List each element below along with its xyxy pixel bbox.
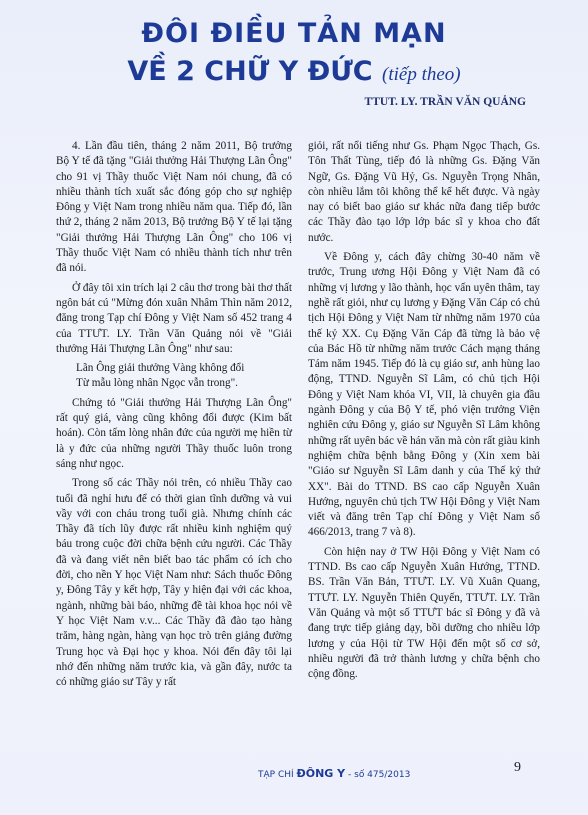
journal-footer — [258, 767, 410, 780]
article-title-main: VỀ 2 CHỮ Y ĐỨC — [127, 56, 373, 87]
footer-journal: ĐÔNG Y — [296, 767, 346, 780]
page-number: 9 — [514, 760, 521, 775]
paragraph: Ở đây tôi xin trích lại 2 câu thơ trong bài thơ thất ngôn bát cú "Mừng đón xuân Nhâm Thìn năm 2012, đăng trong Tạp chí Đông y Việt Nam số 452 trang 4 của TTƯT. LY. Trần Văn Quảng nói về "Giải thưởng Hải Thượng Lãn Ông" như sau: — [56, 281, 292, 355]
footer-issue: - số 475/2013 — [348, 770, 411, 780]
paragraph: Còn hiện nay ở TW Hội Đông y Việt Nam có TTND. Bs cao cấp Nguyễn Xuân Hướng, TTND. BS. Trần Văn Bản, TTƯT. LY. Vũ Xuân Quang, TTƯT. LY. Nguyễn Thiên Quyến, TTƯT. LY. Trần Văn Quảng và một số TTƯT bác sĩ Đông y đã và đang trực tiếp giảng dạy, bồi dưỡng cho nhiều lớp lương y của Hội từ TW Hội đến một số cơ sở, nhiều người đã trở thành lương y chữa bệnh cho cộng đồng. — [308, 545, 540, 681]
poem-line: Từ mẫu lòng nhân Ngọc vẫn trong". — [76, 377, 238, 390]
paragraph: Trong số các Thầy nói trên, có nhiều Thầy cao tuổi đã nghỉ hưu để có thời gian tĩnh dưỡng và vui vầy với con cháu trong tuổi già. Nhưng chính các Thầy đã tích lũy được rất nhiều kinh nghiệm quý báu trong cuộc đời chữa bệnh cứu người. Các Thầy đã và đang viết nên biết bao tác phẩm có ích cho đời, cho nền Y học Việt Nam như: Sách thuốc Đông y, Đông Tây y kết hợp, Tây y hiện đại với các khoa, ngành, những bài báo, những đề tài khoa học nói về Y học Việt Nam v.v... Các Thầy đã đào tạo hàng trăm, hàng ngàn, hàng vạn học trò trên giảng đường Trung học và Đại học y khoa. Nói đến đây tôi lại nhớ đến những năm trước kia, và gần đây, nước ta có những giáo sư Tây y rất — [56, 477, 292, 689]
paragraph: giỏi, rất nổi tiếng như Gs. Phạm Ngọc Thạch, Gs. Tôn Thất Tùng, tiếp đó là những Gs. Đặng Văn Ngữ, Gs. Đặng Vũ Hỷ, Gs. Nguyễn Trọng Nhân, còn nhiều lắm tôi không thể kể hết được. Và ngày nay có biết bao giáo sư khác nữa đang tiếp bước các Thầy đào tạo lớp lớp bác sĩ y khoa cho đất nước. — [308, 140, 540, 244]
paragraph: Về Đông y, cách đây chừng 30-40 năm về trước, Trung ương Hội Đông y Việt Nam đã có những vị lương y lão thành, học vấn uyên thâm, tay nghề rất giỏi, như cụ lương y Đặng Văn Cáp có chủ tịch Hội Đông y Việt Nam từ những năm 1970 của thế kỷ XX. Cụ Đặng Văn Cáp đã từng là bảo vệ của Bác Hồ từ những năm trước Cách mạng tháng Tám năm 1945. Tiếp đó là cụ giáo sư, anh hùng lao động, TTND. Nguyễn Sĩ Lâm, có chủ tịch Hội Đông y Việt Nam khóa VI, VII, là chuyên gia đầu ngành Đông y của Bộ Y tế, phó viện trưởng Viện nghiên cứu Đông y, giáo sư Nguyễn Sĩ Lâm không những rất uyên bác về hán văn mà còn rất giàu kinh nghiệm chữa bệnh bằng Đông y (Xin xem bài "Giáo sư Nguyễn Sĩ Lâm danh y của Thế kỷ thứ XX". Bài do TTND. BS cao cấp Nguyễn Xuân Hướng, nguyên chủ tịch TW Hội Đông y Việt Nam viết và đăng trên Tạp chí Đông y Việt Nam số 466/2013, trang 7 và 8). — [308, 251, 540, 539]
poem-line: Lãn Ông giải thưởng Vàng không đổi — [76, 362, 245, 375]
article-title-line2 — [0, 56, 588, 87]
article-author: TTUT. LY. TRẦN VĂN QUẢNG — [364, 96, 526, 108]
article-title-continued: (tiếp theo) — [382, 64, 461, 85]
paragraph: 4. Lần đầu tiên, tháng 2 năm 2011, Bộ trưởng Bộ Y tế đã tặng "Giải thưởng Hải Thượng Lãn Ông" cho 91 vị Thầy thuốc Việt Nam nói chung, đã có nhiều thành tích xuất sắc đóng góp cho sự nghiệp Đông y Việt Nam trong nhiều năm qua. Tiếp đó, lần thứ 2, tháng 2 năm 2013, Bộ trưởng Bộ Y tế lại tặng "Giải thưởng Hải Thượng Lãn Ông" cho 106 vị Thầy thuốc Việt Nam có nhiều thành tích như trên đã nói. — [56, 140, 292, 275]
right-column — [308, 139, 540, 686]
left-column — [56, 139, 292, 694]
paragraph: Chứng tỏ "Giải thưởng Hải Thượng Lãn Ông" rất quý giá, vàng cũng không đổi được (Kim bất hoán). Còn tấm lòng nhân đức của người mẹ hiền từ là y đức của những người Thầy thuốc luôn trong sáng như ngọc. — [56, 396, 292, 470]
footer-prefix: TẠP CHÍ — [258, 770, 294, 780]
article-title-line1: ĐÔI ĐIỀU TẢN MẠN — [141, 18, 447, 49]
